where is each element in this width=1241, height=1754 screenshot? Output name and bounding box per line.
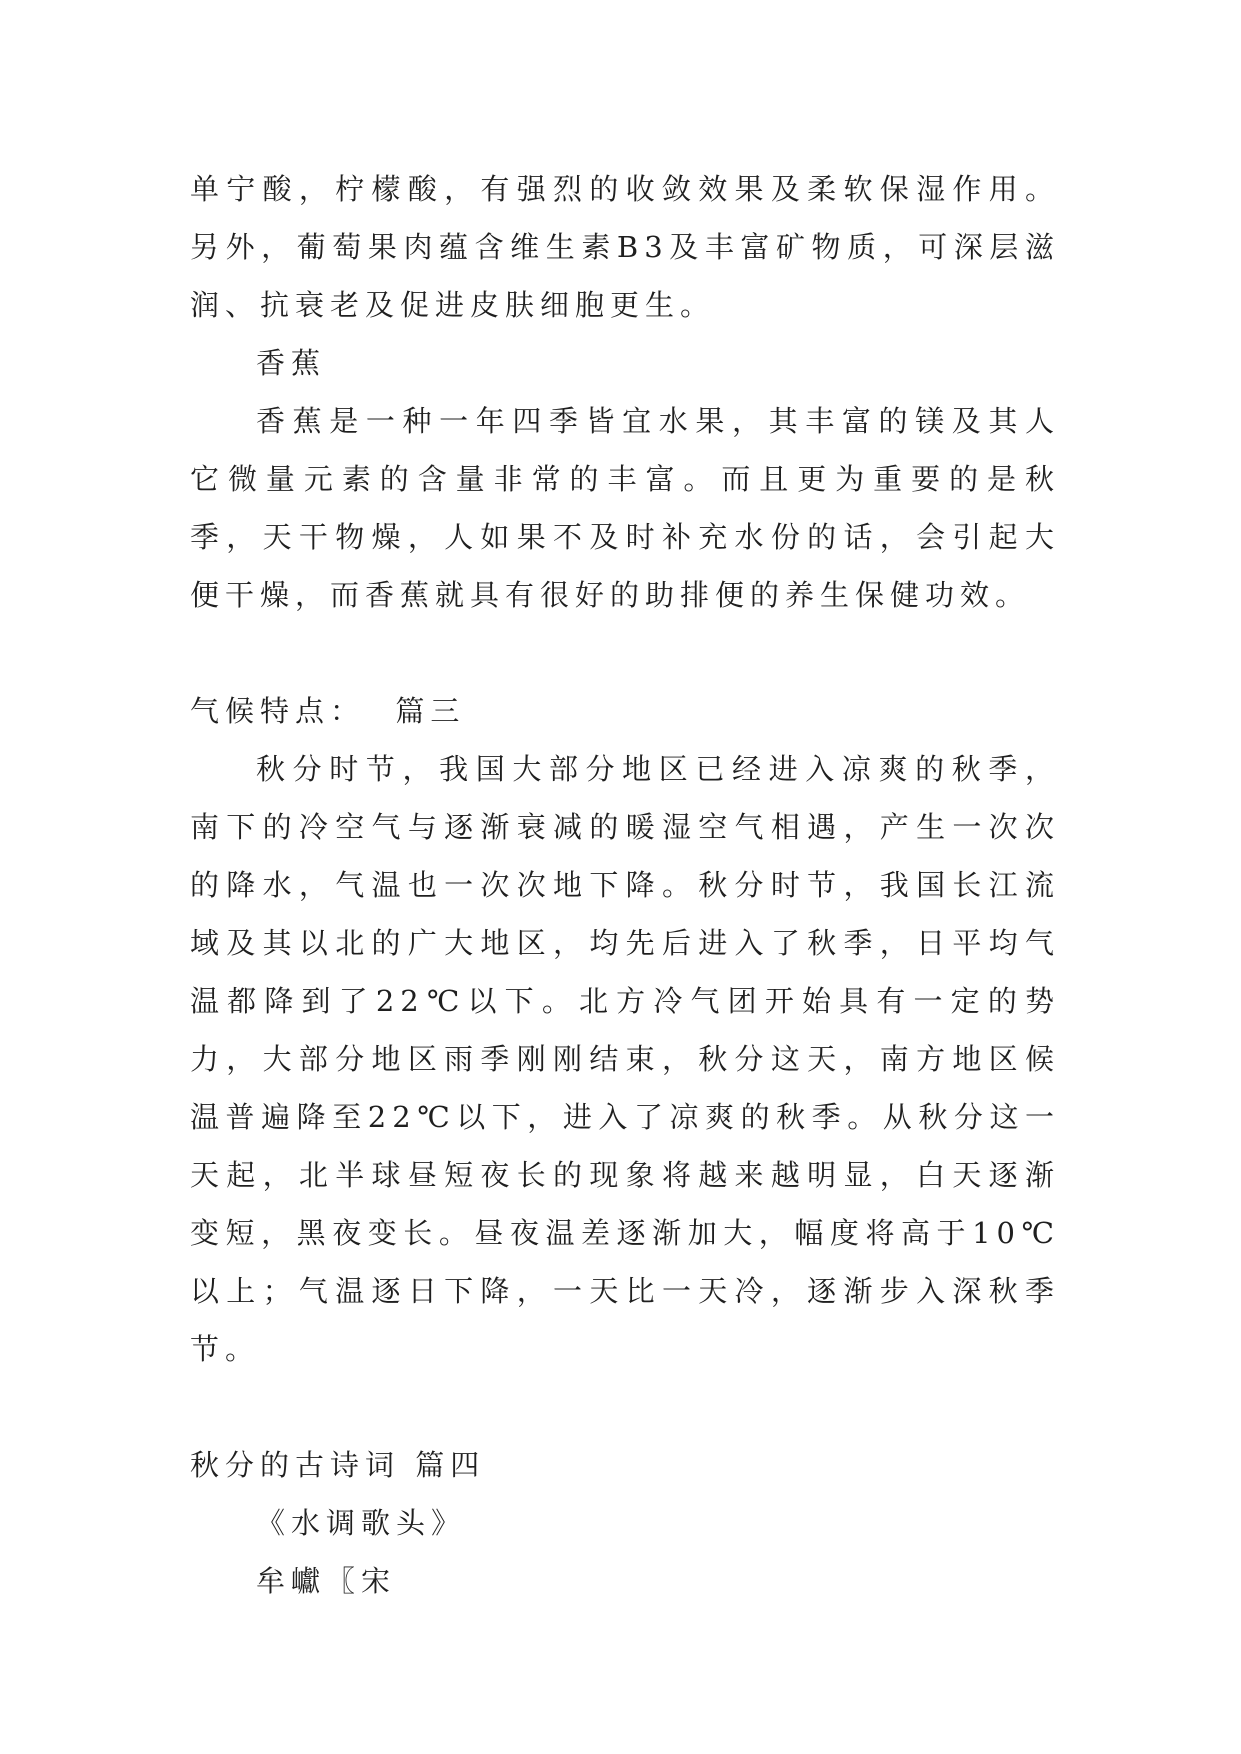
banana-paragraph: 香蕉是一种一年四季皆宜水果，其丰富的镁及其人它微量元素的含量非常的丰富。而且更为重要的是秋季，天干物燥，人如果不及时补充水份的话，会引起大便干燥，而香蕉就具有很好的助排便的养生保健功效。 [190,404,1060,612]
spacer [190,1378,1060,1436]
grape-paragraph-tail: 单宁酸，柠檬酸，有强烈的收敛效果及柔软保湿作用。另外，葡萄果肉蕴含维生素B3及丰富矿物质，可深层滋润、抗衰老及促进皮肤细胞更生。 [190,172,1060,322]
poem-title: 《水调歌头》 [256,1506,467,1540]
spacer [190,624,1060,682]
section-three-heading: 气候特点： 篇三 [190,694,466,728]
document-body [190,160,1060,1610]
poem-author: 牟巘〖宋 [256,1564,397,1598]
climate-paragraph: 秋分时节，我国大部分地区已经进入凉爽的秋季，南下的冷空气与逐渐衰减的暖湿空气相遇，产生一次次的降水，气温也一次次地下降。秋分时节，我国长江流域及其以北的广大地区，均先后进入了秋季，日平均气温都降到了22℃以下。北方冷气团开始具有一定的势力，大部分地区雨季刚刚结束，秋分这天，南方地区候温普遍降至22℃以下，进入了凉爽的秋季。从秋分这一天起，北半球昼短夜长的现象将越来越明显，白天逐渐变短，黑夜变长。昼夜温差逐渐加大，幅度将高于10℃以上；气温逐日下降，一天比一天冷，逐渐步入深秋季节。 [190,752,1060,1366]
section-four-heading: 秋分的古诗词 篇四 [190,1448,486,1482]
banana-title: 香蕉 [256,346,327,380]
